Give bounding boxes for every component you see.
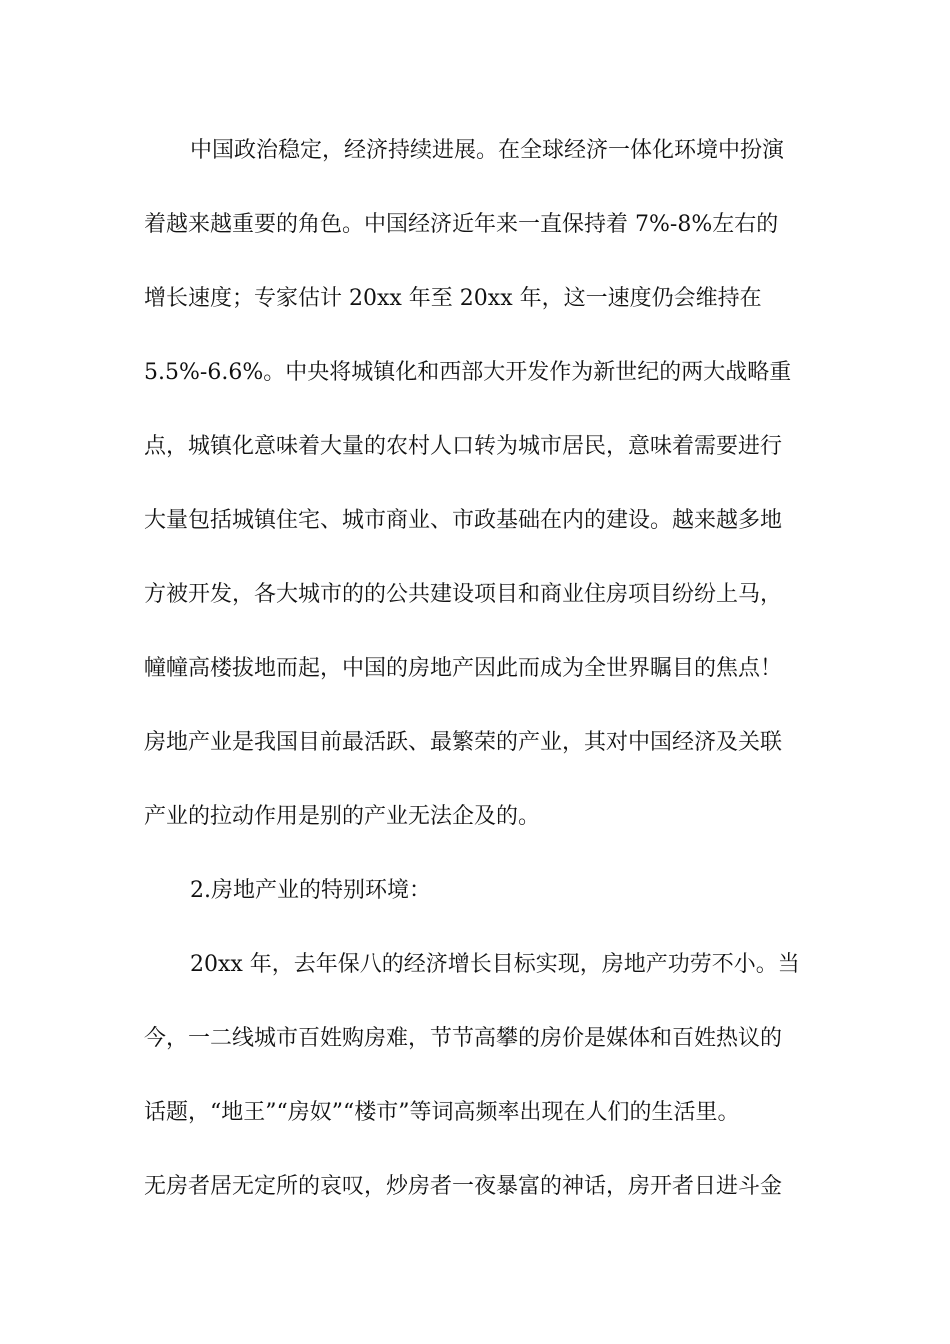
paragraph-1-line-3: 增长速度；专家估计 20xx 年至 20xx 年，这一速度仍会维持在 (144, 286, 762, 311)
section-heading: 2.房地产业的特别环境： (190, 878, 431, 903)
paragraph-2-line-3: 话题，“地王”“房奴”“楼市”等词高频率出现在人们的生活里。 (144, 1100, 740, 1125)
paragraph-1-line-7: 方被开发，各大城市的的公共建设项目和商业住房项目纷纷上马， (144, 582, 783, 607)
paragraph-1-line-2: 着越来越重要的角色。中国经济近年来一直保持着 7%-8%左右的 (144, 212, 779, 237)
paragraph-2-line-1: 20xx 年，去年保八的经济增长目标实现，房地产功劳不小。当 (190, 952, 800, 977)
paragraph-2-line-2: 今，一二线城市百姓购房难，节节高攀的房价是媒体和百姓热议的 (144, 1026, 783, 1051)
paragraph-1-line-10: 产业的拉动作用是别的产业无法企及的。 (144, 804, 541, 829)
paragraph-1-line-8: 幢幢高楼拔地而起，中国的房地产因此而成为全世界瞩目的焦点！ (144, 656, 783, 681)
paragraph-1-line-9: 房地产业是我国目前最活跃、最繁荣的产业，其对中国经济及关联 (144, 730, 783, 755)
paragraph-1-line-4: 5.5%-6.6%。中央将城镇化和西部大开发作为新世纪的两大战略重 (144, 360, 792, 385)
paragraph-1-line-1: 中国政治稳定，经济持续进展。在全球经济一体化环境中扮演 (190, 138, 785, 163)
paragraph-1-line-5: 点，城镇化意味着大量的农村人口转为城市居民，意味着需要进行 (144, 434, 783, 459)
paragraph-1-line-6: 大量包括城镇住宅、城市商业、市政基础在内的建设。越来越多地 (144, 508, 783, 533)
paragraph-2-line-4: 无房者居无定所的哀叹，炒房者一夜暴富的神话，房开者日进斗金 (144, 1174, 783, 1199)
